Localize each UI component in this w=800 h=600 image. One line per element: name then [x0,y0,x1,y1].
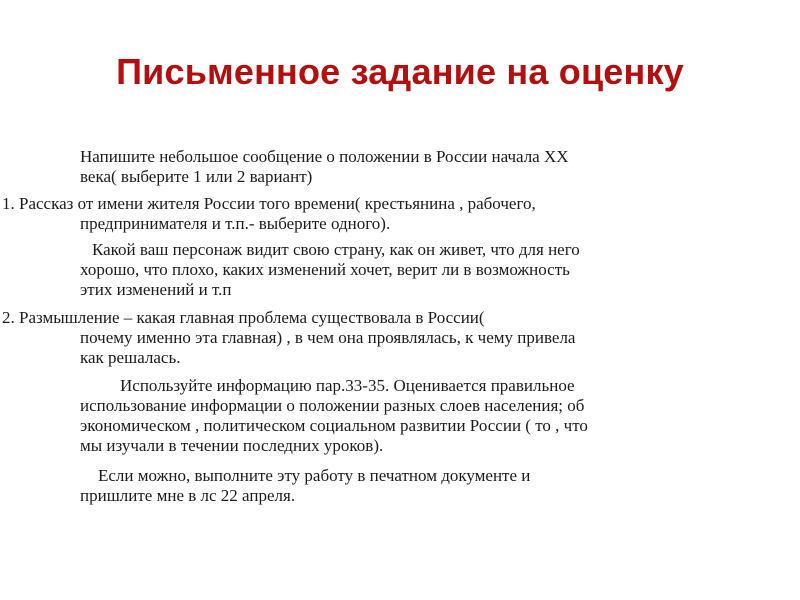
option-1-line-2: предпринимателя и т.п.- выберите одного). [80,214,391,233]
option-2-paragraph [2,308,575,368]
sources-line-2: использование информации о положении разных слоев населения; об [80,396,585,415]
intro-line-2: века( выберите 1 или 2 вариант) [80,167,313,186]
sources-paragraph [80,376,588,456]
option-2-line-2: почему именно эта главная) , в чем она проявлялась, к чему привела [80,328,576,347]
submission-line-2: пришлите мне в лс 22 апреля. [80,486,296,505]
option-1-paragraph [2,194,536,234]
submission-line-1: Если можно, выполните эту работу в печатном документе и [98,466,531,485]
option-1-detail-line-1: Какой ваш персонаж видит свою страну, как он живет, что для него [92,240,580,259]
submission-paragraph [80,466,530,506]
slide-title: Письменное задание на оценку [116,51,684,92]
option-2-line-3: как решалась. [80,348,181,367]
option-1-detail-line-3: этих изменений и т.п [80,280,232,299]
intro-line-1: Напишите небольшое сообщение о положении в России начала XX [80,147,569,166]
option-1-detail-line-2: хорошо, что плохо, каких изменений хочет, верит ли в возможность [80,260,570,279]
sources-line-4: мы изучали в течении последних уроков). [80,436,384,455]
intro-paragraph [80,147,569,187]
option-1-line-1: 1. Рассказ от имени жителя России того времени( крестьянина , рабочего, [2,194,536,213]
option-1-detail-paragraph [80,240,580,300]
sources-line-3: экономическом , политическом социальном развитии России ( то , что [80,416,588,435]
sources-line-1: Используйте информацию пар.33-35. Оценивается правильное [120,376,575,395]
option-2-line-1: 2. Размышление – какая главная проблема существовала в России( [2,308,485,327]
